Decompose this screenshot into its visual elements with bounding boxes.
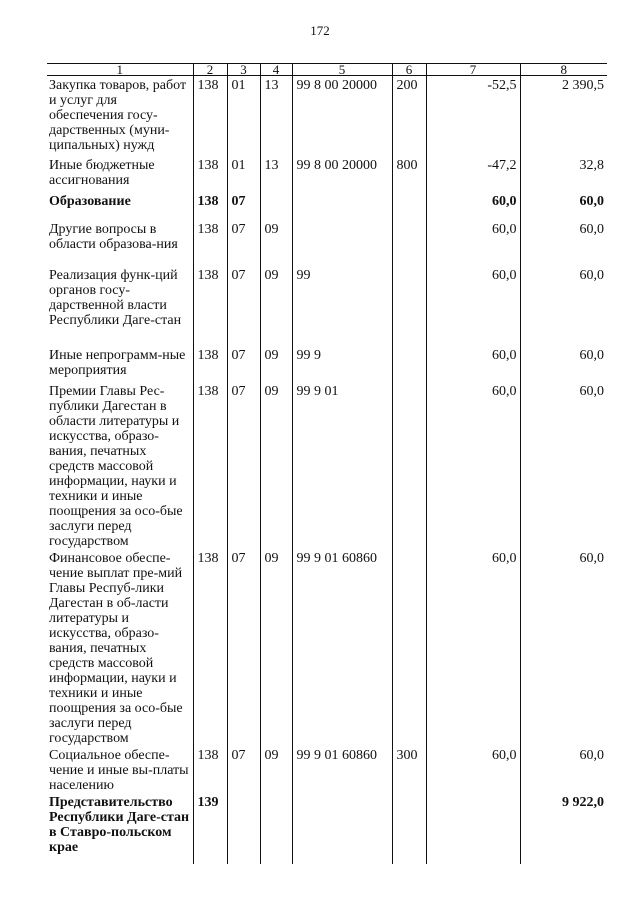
cell-c4: 09	[260, 382, 292, 549]
row-name: Премии Главы Рес-публики Дагестан в области литературы и искусства, образо-вания, печатных средств массовой информации, науки и техники и иные поощрения за осо-бые заслуги перед государством	[49, 384, 183, 549]
cell-c5: 99 9 01 60860	[292, 549, 392, 746]
cell-c8: 60,0	[520, 382, 607, 549]
cell-c2: 138	[193, 746, 227, 793]
row-name: Финансовое обеспе-чение выплат пре-мий Главы Респуб-лики Дагестан в об-ласти литературы и искусства, образо-вания, печатных средств массовой информации, науки и техники и иные поощрения за осо-бые заслуги перед государством	[49, 551, 183, 746]
table-row	[47, 192, 607, 220]
cell-c7: 60,0	[426, 746, 520, 793]
cell-c2: 138	[193, 192, 227, 220]
cell-c4: 13	[260, 156, 292, 192]
page-number: 172	[310, 23, 330, 38]
budget-table	[47, 63, 607, 864]
table-row	[47, 793, 607, 864]
table-row	[47, 220, 607, 266]
row-name: Закупка товаров, работ и услуг для обеспечения госу-дарственных (муни-ципальных) нужд	[49, 78, 187, 153]
column-header: 7	[426, 64, 520, 76]
column-header: 2	[193, 64, 227, 76]
column-header: 8	[520, 64, 607, 76]
row-name: Иные непрограмм-ные мероприятия	[49, 348, 186, 378]
cell-c4: 09	[260, 266, 292, 346]
cell-c8: 60,0	[520, 192, 607, 220]
cell-c4	[260, 192, 292, 220]
cell-c2: 139	[193, 793, 227, 864]
cell-c7: 60,0	[426, 266, 520, 346]
cell-c5: 99	[292, 266, 392, 346]
cell-c4: 09	[260, 346, 292, 382]
cell-c4: 09	[260, 220, 292, 266]
cell-c5: 99 8 00 20000	[292, 76, 392, 157]
cell-c6: 300	[392, 746, 426, 793]
table-row	[47, 156, 607, 192]
cell-c4	[260, 793, 292, 864]
cell-c3: 07	[227, 266, 260, 346]
cell-c7: 60,0	[426, 549, 520, 746]
cell-c3: 01	[227, 76, 260, 157]
table-row	[47, 549, 607, 746]
cell-c5: 99 9	[292, 346, 392, 382]
cell-c3	[227, 793, 260, 864]
cell-c8: 32,8	[520, 156, 607, 192]
cell-c5: 99 8 00 20000	[292, 156, 392, 192]
cell-c8: 60,0	[520, 746, 607, 793]
cell-c5	[292, 220, 392, 266]
cell-c8: 60,0	[520, 220, 607, 266]
cell-c7: 60,0	[426, 382, 520, 549]
cell-c7: 60,0	[426, 192, 520, 220]
cell-c7: -52,5	[426, 76, 520, 157]
table-row	[47, 746, 607, 793]
cell-c8: 60,0	[520, 266, 607, 346]
cell-c3: 07	[227, 346, 260, 382]
cell-c7	[426, 793, 520, 864]
cell-c6	[392, 266, 426, 346]
cell-c5	[292, 793, 392, 864]
cell-c2: 138	[193, 220, 227, 266]
cell-c4: 09	[260, 746, 292, 793]
cell-c5: 99 9 01	[292, 382, 392, 549]
row-name: Представительство Республики Даге-стан в Ставро-польском крае	[49, 795, 190, 855]
column-header: 5	[292, 64, 392, 76]
row-name: Социальное обеспе-чение и иные вы-платы населению	[49, 748, 189, 793]
cell-c4: 13	[260, 76, 292, 157]
cell-c5	[292, 192, 392, 220]
cell-c3: 07	[227, 746, 260, 793]
cell-c2: 138	[193, 266, 227, 346]
table-row	[47, 266, 607, 346]
table-row	[47, 76, 607, 157]
cell-c2: 138	[193, 346, 227, 382]
cell-c6	[392, 793, 426, 864]
cell-c3: 07	[227, 220, 260, 266]
cell-c8: 9 922,0	[520, 793, 607, 864]
row-name: Образование	[49, 194, 131, 209]
cell-c5: 99 9 01 60860	[292, 746, 392, 793]
cell-c7: 60,0	[426, 220, 520, 266]
cell-c2: 138	[193, 549, 227, 746]
cell-c6	[392, 549, 426, 746]
cell-c2: 138	[193, 382, 227, 549]
cell-c6	[392, 220, 426, 266]
cell-c7: -47,2	[426, 156, 520, 192]
cell-c4: 09	[260, 549, 292, 746]
row-name: Иные бюджетные ассигнования	[49, 158, 155, 188]
cell-c6	[392, 382, 426, 549]
column-header: 4	[260, 64, 292, 76]
cell-c3: 07	[227, 549, 260, 746]
table-row	[47, 346, 607, 382]
cell-c8: 2 390,5	[520, 76, 607, 157]
table-row	[47, 382, 607, 549]
cell-c6: 200	[392, 76, 426, 157]
cell-c8: 60,0	[520, 549, 607, 746]
column-header: 3	[227, 64, 260, 76]
cell-c2: 138	[193, 76, 227, 157]
cell-c3: 01	[227, 156, 260, 192]
row-name: Реализация функ-ций органов госу-дарственной власти Республики Даге-стан	[49, 268, 182, 328]
cell-c6: 800	[392, 156, 426, 192]
column-header: 1	[47, 64, 193, 76]
cell-c3: 07	[227, 382, 260, 549]
cell-c3: 07	[227, 192, 260, 220]
header-row	[47, 64, 607, 76]
cell-c6	[392, 192, 426, 220]
row-name: Другие вопросы в области образова-ния	[49, 222, 178, 252]
cell-c7: 60,0	[426, 346, 520, 382]
cell-c8: 60,0	[520, 346, 607, 382]
cell-c6	[392, 346, 426, 382]
column-header: 6	[392, 64, 426, 76]
cell-c2: 138	[193, 156, 227, 192]
